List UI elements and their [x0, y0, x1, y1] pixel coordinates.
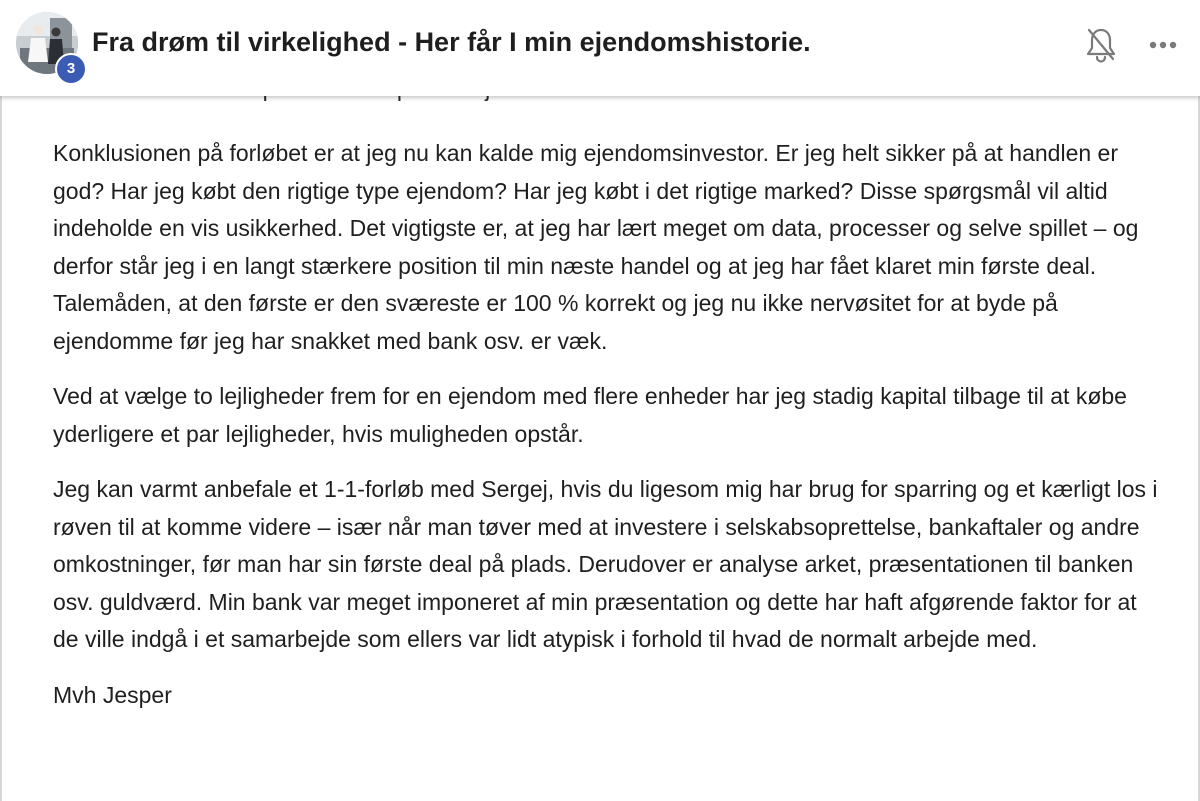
- post-paragraph-3: Jeg kan varmt anbefale et 1-1-forløb med Sergej, hvis du ligesom mig har brug for sparring og et kærligt los i røven til at komme videre – især når man tøver med at investere i selskabsoprettelse, bankaftaler og andre omkostninger, før man har sin første deal på plads. Derudover er analyse arket, præsentationen til banken osv. guldværd. Min bank var meget imponeret af min præsentation og dette har haft afgørende faktor for at de ville indgå i et samarbejde som ellers var lidt atypisk i forhold til hvad de normalt arbejde med.: [53, 476, 1158, 652]
- bell-off-icon[interactable]: [1084, 26, 1118, 64]
- post-body: [53, 70, 1163, 714]
- more-horizontal-icon: [1146, 30, 1180, 60]
- avatar-group[interactable]: [16, 12, 86, 82]
- post-header: [0, 0, 1200, 96]
- left-border: [0, 0, 2, 801]
- notification-count-badge: 3: [55, 53, 87, 85]
- post-signature: Mvh Jesper: [53, 681, 172, 708]
- more-options-button[interactable]: [1146, 30, 1180, 60]
- post-paragraph-1: Konklusionen på forløbet er at jeg nu kan kalde mig ejendomsinvestor. Er jeg helt sikker på at handlen er god? Har jeg købt den rigtige type ejendom? Har jeg købt i det rigtige marked? Disse spørgsmål vil altid indeholde en vis usikkerhed. Det vigtigste er, at jeg har lært meget om data, processer og selve spillet – og derfor står jeg i en langt stærkere position til min næste handel og at jeg har fået klaret min første deal. Talemåden, at den første er den sværeste er 100 % korrekt og jeg nu ikke nervøsitet for at byde på ejendomme før jeg har snakket med bank osv. er væk.: [53, 140, 1139, 354]
- post-paragraph-2: Ved at vælge to lejligheder frem for en ejendom med flere enheder har jeg stadig kapital tilbage til at købe yderligere et par lejligheder, hvis muligheden opstår.: [53, 383, 1127, 447]
- page-title: Fra drøm til virkelighed - Her får I min ejendomshistorie.: [92, 27, 811, 57]
